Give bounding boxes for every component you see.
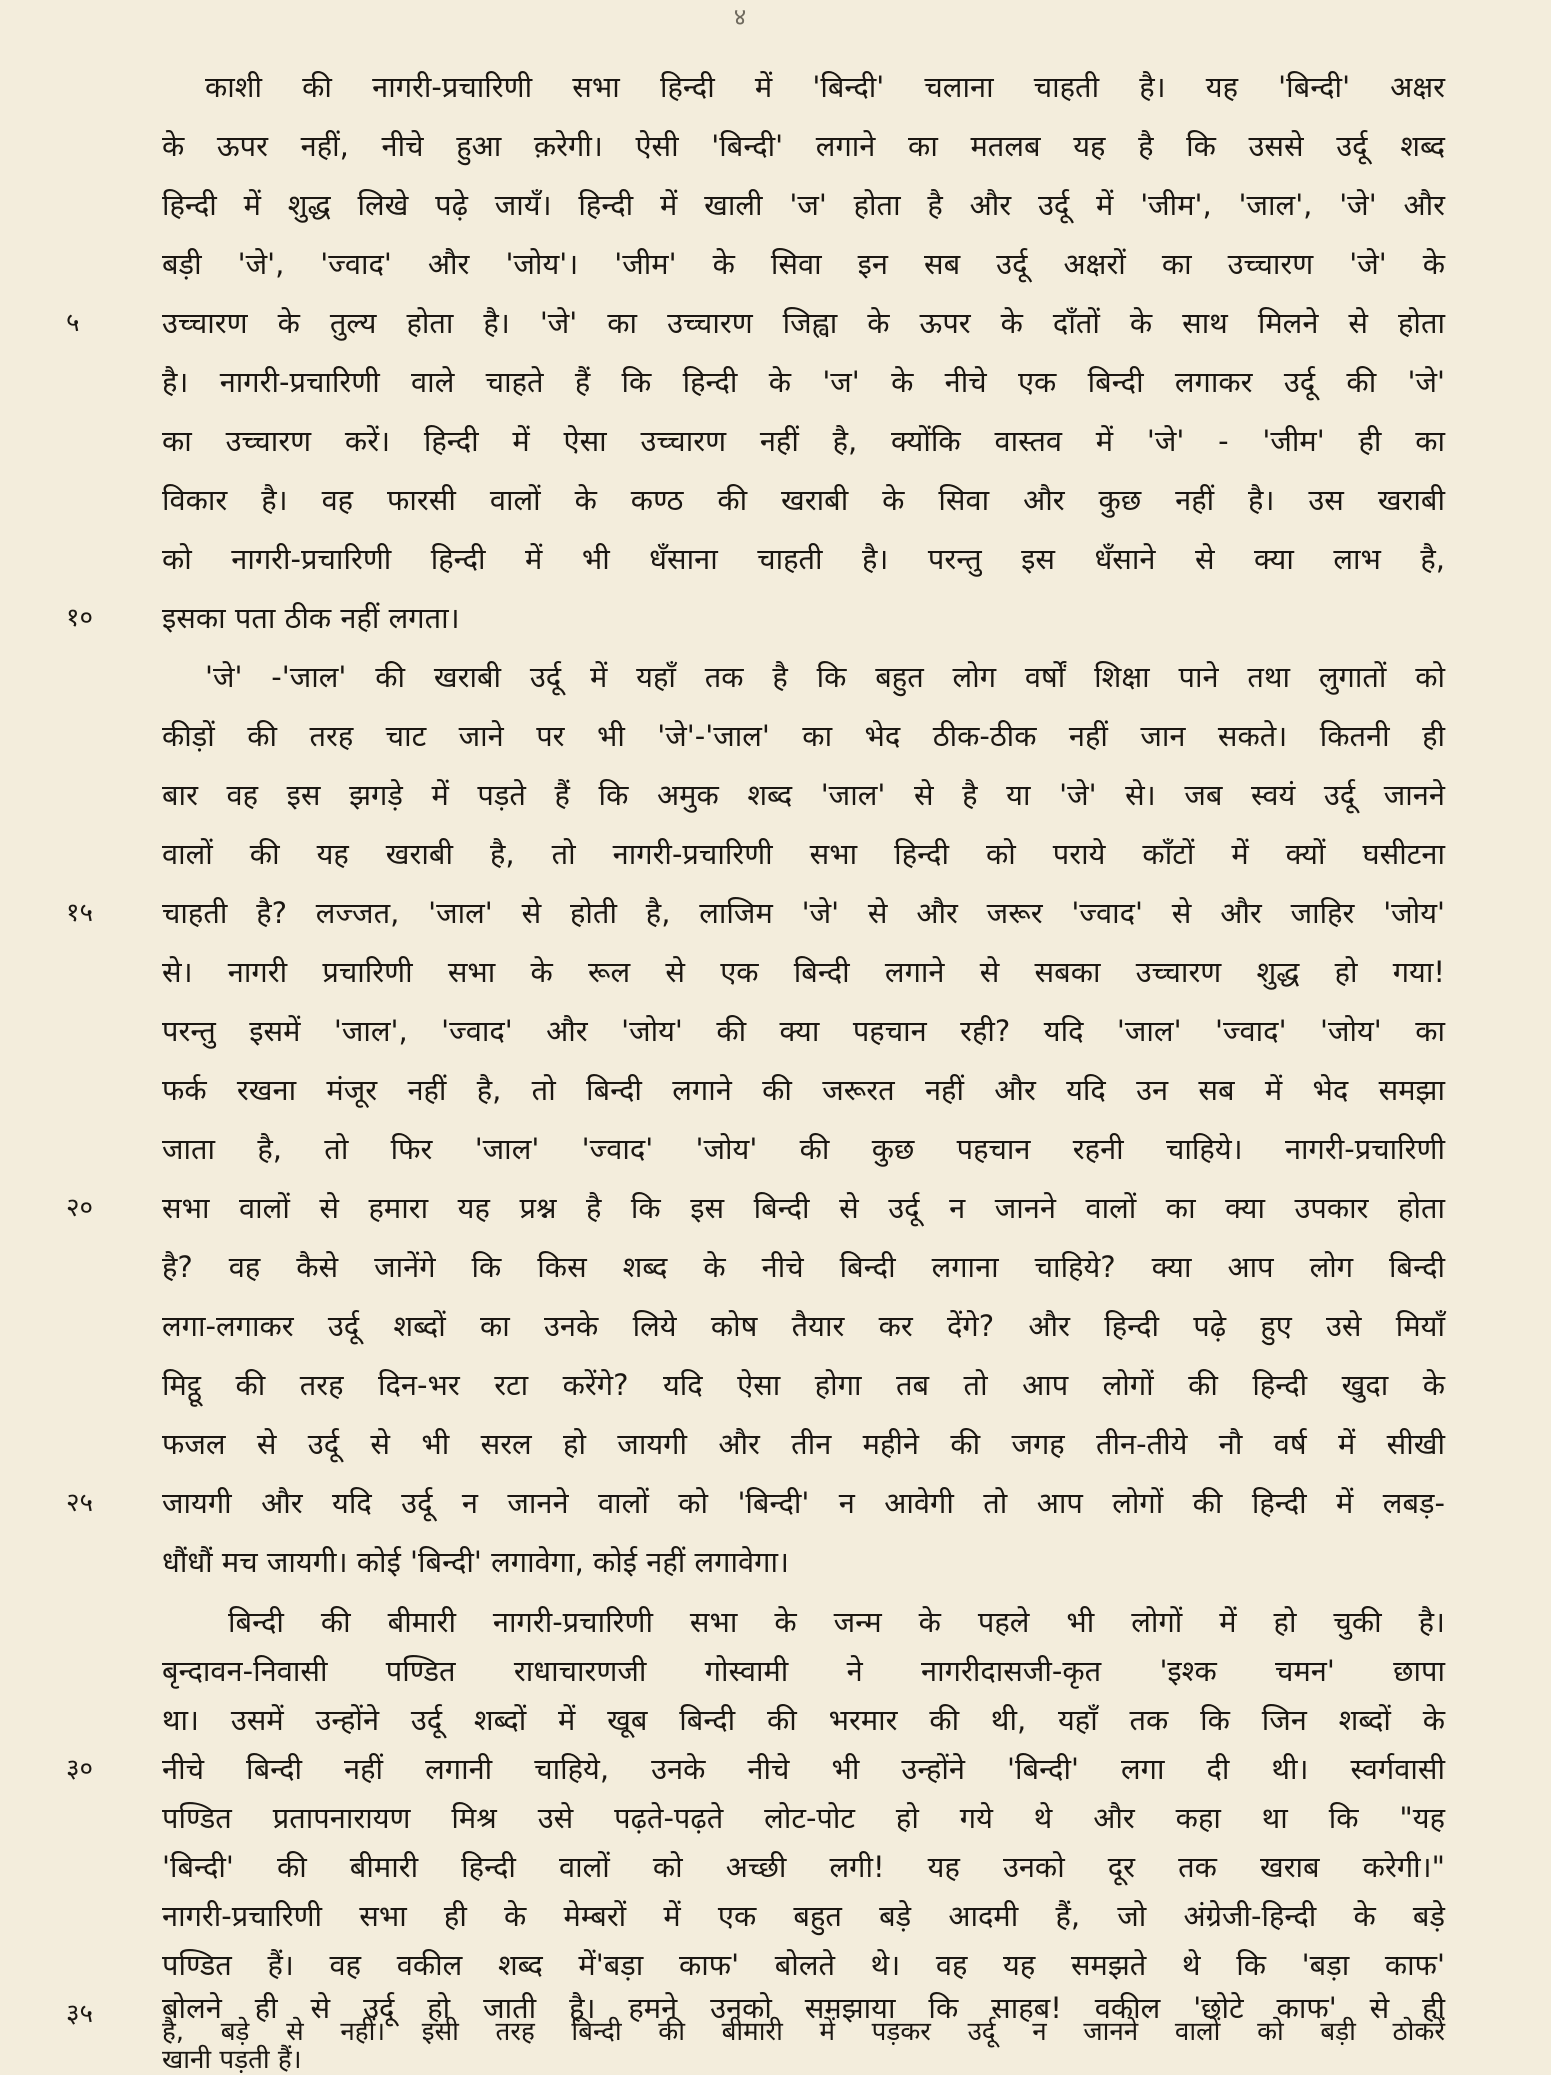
text-line: हिन्दी में शुद्ध लिखे पढ़े जायँ। हिन्दी में खाली 'ज' होता है और उर्दू में 'जीम', 'जाल', 'जे' और xyxy=(162,188,1445,222)
text-line: काशी की नागरी-प्रचारिणी सभा हिन्दी में 'बिन्दी' चलाना चाहती है। यह 'बिन्दी' अक्षर xyxy=(205,70,1445,104)
text-line: बार वह इस झगड़े में पड़ते हैं कि अमुक शब्द 'जाल' से है या 'जे' से। जब स्वयं उर्दू जानने xyxy=(162,778,1445,812)
text-line: बृन्दावन-निवासी पण्डित राधाचारणजी गोस्वामी ने नागरीदासजी-कृत 'इश्क चमन' छापा xyxy=(162,1654,1445,1688)
text-line: इसका पता ठीक नहीं लगता। xyxy=(162,601,460,635)
text-line: से। नागरी प्रचारिणी सभा के रूल से एक बिन्दी लगाने से सबका उच्चारण शुद्ध हो गया! xyxy=(162,955,1445,989)
line-number: ३५ xyxy=(66,1999,94,2029)
text-line: के ऊपर नहीं, नीचे हुआ क़रेगी। ऐसी 'बिन्दी' लगाने का मतलब यह है कि उससे उर्दू शब्द xyxy=(162,129,1445,163)
text-line: 'बिन्दी' की बीमारी हिन्दी वालों को अच्छी लगी! यह उनको दूर तक खराब करेगी।" xyxy=(162,1850,1445,1884)
text-line: उच्चारण के तुल्य होता है। 'जे' का उच्चारण जिह्वा के ऊपर के दाँतों के साथ मिलने से होता xyxy=(162,306,1445,340)
text-line: है, बड़े से नहीं। इसी तरह बिन्दी की बीमारी में पड़कर उर्दू न जानने वालों को बड़ी ठोकरें xyxy=(162,2017,1445,2047)
text-line: चाहती है? लज्जत, 'जाल' से होती है, लाजिम 'जे' से और जरूर 'ज्वाद' से और जाहिर 'जोय' xyxy=(162,896,1445,930)
text-line: नागरी-प्रचारिणी सभा ही के मेम्बरों में एक बहुत बड़े आदमी हैं, जो अंग्रेजी-हिन्दी के बड़े xyxy=(162,1899,1445,1933)
text-line: फजल से उर्दू से भी सरल हो जायगी और तीन महीने की जगह तीन-तीये नौ वर्ष में सीखी xyxy=(162,1427,1445,1461)
text-line: जाता है, तो फिर 'जाल' 'ज्वाद' 'जोय' की कुछ पहचान रहनी चाहिये। नागरी-प्रचारिणी xyxy=(162,1132,1445,1166)
text-line: लगा-लगाकर उर्दू शब्दों का उनके लिये कोष तैयार कर देंगे? और हिन्दी पढ़े हुए उसे मियाँ xyxy=(162,1309,1445,1343)
text-line: बोलने ही से उर्दू हो जाती है। हमने उनको समझाया कि साहब! वकील 'छोटे काफ' से ही xyxy=(162,1991,1445,2025)
text-line: वालों की यह खराबी है, तो नागरी-प्रचारिणी सभा हिन्दी को पराये काँटों में क्यों घसीटना xyxy=(162,837,1445,871)
text-line: विकार है। वह फारसी वालों के कण्ठ की खराबी के सिवा और कुछ नहीं है। उस खराबी xyxy=(162,483,1445,517)
text-line: मिट्ठू की तरह दिन-भर रटा करेंगे? यदि ऐसा होगा तब तो आप लोगों की हिन्दी खुदा के xyxy=(162,1368,1445,1402)
text-line: का उच्चारण करें। हिन्दी में ऐसा उच्चारण नहीं है, क्योंकि वास्तव में 'जे' - 'जीम' ही का xyxy=(162,424,1445,458)
text-line: फर्क रखना मंजूर नहीं है, तो बिन्दी लगाने की जरूरत नहीं और यदि उन सब में भेद समझा xyxy=(162,1073,1445,1107)
line-number: १० xyxy=(66,603,94,633)
line-number: २५ xyxy=(66,1488,94,1518)
line-number: ३० xyxy=(66,1754,94,1784)
text-line: पण्डित हैं। वह वकील शब्द में'बड़ा काफ' बोलते थे। वह यह समझते थे कि 'बड़ा काफ' xyxy=(162,1948,1445,1982)
text-line: खानी पड़ती हैं। xyxy=(162,2045,302,2075)
text-line: है। नागरी-प्रचारिणी वाले चाहते हैं कि हिन्दी के 'ज' के नीचे एक बिन्दी लगाकर उर्दू की 'जे' xyxy=(162,365,1445,399)
line-number: ५ xyxy=(66,308,80,338)
line-number: २० xyxy=(66,1193,94,1223)
text-line: नीचे बिन्दी नहीं लगानी चाहिये, उनके नीचे भी उन्होंने 'बिन्दी' लगा दी थी। स्वर्गवासी xyxy=(162,1752,1445,1786)
text-line: जायगी और यदि उर्दू न जानने वालों को 'बिन्दी' न आवेगी तो आप लोगों की हिन्दी में लबड़- xyxy=(162,1486,1445,1520)
page-number-top: ४ xyxy=(733,3,747,31)
text-line: धौंधौं मच जायगी। कोई 'बिन्दी' लगावेगा, कोई नहीं लगावेगा। xyxy=(162,1545,789,1579)
text-line: है? वह कैसे जानेंगे कि किस शब्द के नीचे बिन्दी लगाना चाहिये? क्या आप लोग बिन्दी xyxy=(162,1250,1445,1284)
text-line: को नागरी-प्रचारिणी हिन्दी में भी धँसाना चाहती है। परन्तु इस धँसाने से क्या लाभ है, xyxy=(162,542,1445,576)
text-line: बड़ी 'जे', 'ज्वाद' और 'जोय'। 'जीम' के सिवा इन सब उर्दू अक्षरों का उच्चारण 'जे' के xyxy=(162,247,1445,281)
text-line: सभा वालों से हमारा यह प्रश्न है कि इस बिन्दी से उर्दू न जानने वालों का क्या उपकार होता xyxy=(162,1191,1445,1225)
text-line: कीड़ों की तरह चाट जाने पर भी 'जे'-'जाल' का भेद ठीक-ठीक नहीं जान सकते। कितनी ही xyxy=(162,719,1445,753)
text-line: परन्तु इसमें 'जाल', 'ज्वाद' और 'जोय' की क्या पहचान रही? यदि 'जाल' 'ज्वाद' 'जोय' का xyxy=(162,1014,1445,1048)
text-line: 'जे' -'जाल' की खराबी उर्दू में यहाँ तक है कि बहुत लोग वर्षों शिक्षा पाने तथा लुगातों को xyxy=(205,660,1445,694)
text-line: था। उसमें उन्होंने उर्दू शब्दों में खूब बिन्दी की भरमार की थी, यहाँ तक कि जिन शब्दों के xyxy=(162,1703,1445,1737)
text-line: बिन्दी की बीमारी नागरी-प्रचारिणी सभा के जन्म के पहले भी लोगों में हो चुकी है। xyxy=(228,1605,1445,1639)
line-number: १५ xyxy=(66,898,94,928)
text-line: पण्डित प्रतापनारायण मिश्र उसे पढ़ते-पढ़ते लोट-पोट हो गये थे और कहा था कि "यह xyxy=(162,1801,1445,1835)
